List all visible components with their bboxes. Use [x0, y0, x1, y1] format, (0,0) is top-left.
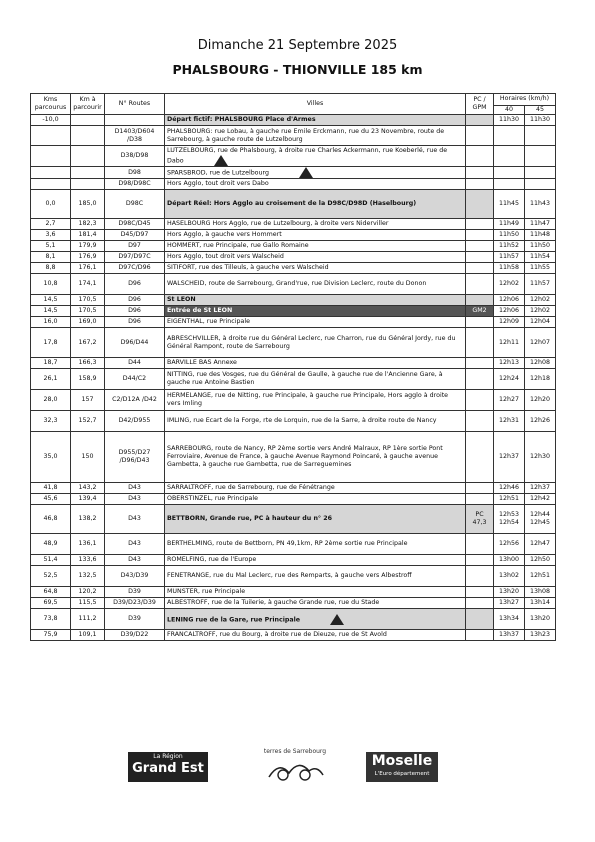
cell-villes: EIGENTHAL, rue Principale [165, 317, 466, 328]
table-row [31, 274, 556, 295]
cell-km-a-parcourir: 133,6 [71, 555, 105, 566]
table-body [31, 115, 556, 641]
cell-time-40: 12h02 [494, 274, 525, 295]
cell-pc-gpm [466, 598, 494, 609]
cell-routes: D98 [105, 167, 165, 179]
cell-kms-parcourus: 14,5 [31, 306, 71, 317]
cell-time-45: 11h48 [525, 230, 556, 241]
cell-time-45: 11h43 [525, 190, 556, 219]
cell-time-45: 11h55 [525, 263, 556, 274]
cell-time-45: 13h20 [525, 609, 556, 630]
cell-pc-gpm [466, 295, 494, 306]
moselle-logo: Moselle L'Euro département [366, 752, 438, 782]
cell-kms-parcourus: 32,3 [31, 411, 71, 432]
cell-routes: D45/D97 [105, 230, 165, 241]
cell-kms-parcourus: 14,5 [31, 295, 71, 306]
cell-routes: D955/D27 /D96/D43 [105, 432, 165, 483]
cell-km-a-parcourir [71, 126, 105, 146]
table-row [31, 241, 556, 252]
cell-routes: D98/D98C [105, 179, 165, 190]
cell-time-40: 12h53 12h54 [494, 505, 525, 534]
cell-time-40: 12h46 [494, 483, 525, 494]
cell-villes: MUNSTER, rue Principale [165, 587, 466, 598]
cell-km-a-parcourir: 136,1 [71, 534, 105, 555]
cell-villes: LENING rue de la Gare, rue Principale [165, 609, 466, 630]
cell-villes: PHALSBOURG: rue Lobau, à gauche rue Emile Erckmann, rue du 23 Novembre, route de Sarrebourg, à gauche route de Lutzelbourg [165, 126, 466, 146]
table-row [31, 609, 556, 630]
col-routes: N° Routes [105, 94, 165, 115]
cell-km-a-parcourir: 152,7 [71, 411, 105, 432]
cell-pc-gpm [466, 241, 494, 252]
table-row [31, 483, 556, 494]
cell-pc-gpm [466, 566, 494, 587]
cell-pc-gpm [466, 179, 494, 190]
cell-km-a-parcourir: 143,2 [71, 483, 105, 494]
cell-villes: SPARSBROD, rue de Lutzelbourg [165, 167, 466, 179]
cell-routes: D97 [105, 241, 165, 252]
cell-time-45: 12h30 [525, 432, 556, 483]
cell-routes: D96/D44 [105, 328, 165, 358]
cell-pc-gpm [466, 609, 494, 630]
cell-pc-gpm [466, 390, 494, 411]
cell-routes: D38/D98 [105, 146, 165, 167]
cell-km-a-parcourir: 132,5 [71, 566, 105, 587]
cell-time-40 [494, 167, 525, 179]
cell-time-40: 11h30 [494, 115, 525, 126]
cell-time-40: 12h06 [494, 306, 525, 317]
cell-time-45: 12h50 [525, 555, 556, 566]
cell-kms-parcourus: 69,5 [31, 598, 71, 609]
cell-kms-parcourus [31, 126, 71, 146]
cell-kms-parcourus: 8,8 [31, 263, 71, 274]
cell-routes: D43 [105, 483, 165, 494]
cell-kms-parcourus: 17,8 [31, 328, 71, 358]
cell-time-45: 11h50 [525, 241, 556, 252]
cell-pc-gpm [466, 483, 494, 494]
table-row [31, 587, 556, 598]
cell-villes: BERTHELMING, route de Bettborn, PN 49,1km, RP 2ème sortie rue Principale [165, 534, 466, 555]
warning-icon [330, 614, 344, 625]
cell-time-40 [494, 146, 525, 167]
cell-villes: SARREBOURG, route de Nancy, RP 2ème sortie vers André Malraux, RP 1ère sortie Pont Ferroviaire, Avenue de France, à gauche Avenue Raymond Poincaré, à gauche avenue Gambetta, à gauche rue Gambetta, rue de Sarreguemines [165, 432, 466, 483]
cell-villes: ABRESCHVILLER, à droite rue du Général Leclerc, rue Charron, rue du Général Jordy, rue du Général Rampont, route de Sarrebourg [165, 328, 466, 358]
cell-km-a-parcourir: 157 [71, 390, 105, 411]
cell-routes: D43 [105, 534, 165, 555]
page-route-title: PHALSBOURG - THIONVILLE 185 km [172, 62, 423, 77]
cell-time-40: 12h11 [494, 328, 525, 358]
cell-villes: FENETRANGE, rue du Mal Leclerc, rue des Remparts, à gauche vers Albestroff [165, 566, 466, 587]
cell-time-45: 11h57 [525, 274, 556, 295]
cell-km-a-parcourir: 185,0 [71, 190, 105, 219]
table-row [31, 317, 556, 328]
table-row [31, 494, 556, 505]
table-row [31, 126, 556, 146]
cell-routes: D39 [105, 609, 165, 630]
cell-pc-gpm [466, 317, 494, 328]
cell-kms-parcourus: 75,9 [31, 630, 71, 641]
cell-time-40: 12h56 [494, 534, 525, 555]
table-row [31, 115, 556, 126]
cell-km-a-parcourir: 170,5 [71, 306, 105, 317]
table-row [31, 190, 556, 219]
cell-time-45: 12h44 12h45 [525, 505, 556, 534]
cell-pc-gpm [466, 167, 494, 179]
cell-km-a-parcourir: 181,4 [71, 230, 105, 241]
table-header-row [31, 94, 556, 106]
cell-kms-parcourus: 2,7 [31, 219, 71, 230]
table-row [31, 219, 556, 230]
cell-villes: Entrée de St LEON [165, 306, 466, 317]
page-date: Dimanche 21 Septembre 2025 [197, 38, 398, 53]
cell-kms-parcourus: 0,0 [31, 190, 71, 219]
cell-km-a-parcourir: 179,9 [71, 241, 105, 252]
cell-time-40: 11h58 [494, 263, 525, 274]
cell-kms-parcourus: 45,6 [31, 494, 71, 505]
cell-routes: D98C/D45 [105, 219, 165, 230]
cell-kms-parcourus: 26,1 [31, 369, 71, 390]
cell-villes: Hors Agglo, à gauche vers Hommert [165, 230, 466, 241]
cell-km-a-parcourir: 138,2 [71, 505, 105, 534]
cell-villes: OBERSTINZEL, rue Principale [165, 494, 466, 505]
table-row [31, 432, 556, 483]
table-row [31, 328, 556, 358]
cell-villes: WALSCHEID, route de Sarrebourg, Grand'rue, rue Division Leclerc, route du Donon [165, 274, 466, 295]
table-row [31, 358, 556, 369]
cell-routes: D44 [105, 358, 165, 369]
cell-time-40: 11h57 [494, 252, 525, 263]
cell-time-45: 12h08 [525, 358, 556, 369]
cell-time-45: 13h08 [525, 587, 556, 598]
cell-pc-gpm [466, 219, 494, 230]
cell-routes: C2/D12A /D42 [105, 390, 165, 411]
sarrebourg-logo: terres de Sarrebourg [262, 748, 328, 784]
col-horaires: Horaires (km/h) [494, 94, 556, 106]
cell-km-a-parcourir: 115,5 [71, 598, 105, 609]
cell-km-a-parcourir: 167,2 [71, 328, 105, 358]
table-row [31, 306, 556, 317]
cell-time-40 [494, 126, 525, 146]
cell-pc-gpm [466, 630, 494, 641]
col-speed-40: 40 [494, 105, 525, 114]
cell-pc-gpm [466, 252, 494, 263]
cell-time-45: 12h47 [525, 534, 556, 555]
table-row [31, 630, 556, 641]
landscape-icon [265, 755, 325, 783]
cell-time-40: 11h45 [494, 190, 525, 219]
route-table [30, 93, 556, 641]
table-row [31, 179, 556, 190]
cell-pc-gpm [466, 555, 494, 566]
cell-km-a-parcourir: 169,0 [71, 317, 105, 328]
cell-time-45: 12h18 [525, 369, 556, 390]
cell-kms-parcourus: 5,1 [31, 241, 71, 252]
cell-kms-parcourus: 64,8 [31, 587, 71, 598]
cell-villes: Départ Réel: Hors Agglo au croisement de la D98C/D98D (Haselbourg) [165, 190, 466, 219]
table-row [31, 566, 556, 587]
cell-kms-parcourus: 46,8 [31, 505, 71, 534]
cell-routes: D39 [105, 587, 165, 598]
col-speed-45: 45 [525, 105, 556, 114]
cell-kms-parcourus: 16,0 [31, 317, 71, 328]
cell-pc-gpm [466, 146, 494, 167]
cell-pc-gpm [466, 115, 494, 126]
cell-villes: Départ fictif: PHALSBOURG Place d'Armes [165, 115, 466, 126]
cell-km-a-parcourir: 174,1 [71, 274, 105, 295]
cell-villes: HERMELANGE, rue de Nitting, rue Principale, à gauche rue Principale, Hors agglo à droite vers Imling [165, 390, 466, 411]
cell-time-40: 12h24 [494, 369, 525, 390]
cell-km-a-parcourir: 182,3 [71, 219, 105, 230]
cell-time-45: 12h02 [525, 295, 556, 306]
cell-time-45: 12h26 [525, 411, 556, 432]
cell-routes: D97C/D96 [105, 263, 165, 274]
cell-km-a-parcourir: 139,4 [71, 494, 105, 505]
cell-pc-gpm [466, 230, 494, 241]
cell-villes: Hors Agglo, tout droit vers Walscheid [165, 252, 466, 263]
cell-km-a-parcourir: 166,3 [71, 358, 105, 369]
cell-villes: SITIFORT, rue des Tilleuls, à gauche vers Walscheid [165, 263, 466, 274]
cell-time-40: 11h49 [494, 219, 525, 230]
table-row [31, 369, 556, 390]
cell-km-a-parcourir: 111,2 [71, 609, 105, 630]
cell-kms-parcourus [31, 146, 71, 167]
cell-time-40: 13h34 [494, 609, 525, 630]
cell-time-45 [525, 146, 556, 167]
table-row [31, 555, 556, 566]
cell-km-a-parcourir [71, 146, 105, 167]
cell-pc-gpm [466, 263, 494, 274]
cell-pc-gpm: PC 47,3 [466, 505, 494, 534]
cell-kms-parcourus: 35,0 [31, 432, 71, 483]
col-kms-parcourus: Kms parcourus [31, 94, 71, 115]
cell-pc-gpm [466, 534, 494, 555]
cell-km-a-parcourir: 150 [71, 432, 105, 483]
cell-routes: D96 [105, 295, 165, 306]
cell-time-45: 11h47 [525, 219, 556, 230]
cell-time-45: 12h02 [525, 306, 556, 317]
cell-km-a-parcourir: 176,1 [71, 263, 105, 274]
cell-km-a-parcourir [71, 179, 105, 190]
cell-routes: D97/D97C [105, 252, 165, 263]
table-row [31, 534, 556, 555]
cell-kms-parcourus [31, 179, 71, 190]
cell-time-45: 12h37 [525, 483, 556, 494]
cell-routes: D96 [105, 274, 165, 295]
cell-time-45: 13h23 [525, 630, 556, 641]
cell-villes: Hors Agglo, tout droit vers Dabo [165, 179, 466, 190]
col-pc-gpm: PC / GPM [466, 94, 494, 115]
cell-time-40: 11h50 [494, 230, 525, 241]
cell-villes: FRANCALTROFF, rue du Bourg, à droite rue de Dieuze, rue de St Avold [165, 630, 466, 641]
cell-kms-parcourus: 18,7 [31, 358, 71, 369]
cell-time-40: 12h37 [494, 432, 525, 483]
cell-time-45 [525, 167, 556, 179]
cell-kms-parcourus: 41,8 [31, 483, 71, 494]
table-row [31, 263, 556, 274]
cell-villes: SARRALTROFF, rue de Sarrebourg, rue de Fénétrange [165, 483, 466, 494]
cell-kms-parcourus: -10,0 [31, 115, 71, 126]
cell-km-a-parcourir: 109,1 [71, 630, 105, 641]
cell-kms-parcourus: 73,8 [31, 609, 71, 630]
cell-time-40: 13h37 [494, 630, 525, 641]
cell-pc-gpm: GM2 [466, 306, 494, 317]
cell-pc-gpm [466, 432, 494, 483]
col-villes: Villes [165, 94, 466, 115]
cell-pc-gpm [466, 369, 494, 390]
cell-routes: D96 [105, 317, 165, 328]
cell-time-45: 12h42 [525, 494, 556, 505]
cell-kms-parcourus: 28,0 [31, 390, 71, 411]
cell-time-45: 11h30 [525, 115, 556, 126]
cell-kms-parcourus: 51,4 [31, 555, 71, 566]
cell-villes: ALBESTROFF, rue de la Tuilerie, à gauche Grande rue, rue du Stade [165, 598, 466, 609]
cell-km-a-parcourir [71, 115, 105, 126]
cell-kms-parcourus: 48,9 [31, 534, 71, 555]
col-km-a-parcourir: Km à parcourir [71, 94, 105, 115]
cell-pc-gpm [466, 494, 494, 505]
cell-time-45: 11h54 [525, 252, 556, 263]
cell-pc-gpm [466, 274, 494, 295]
cell-villes: St LEON [165, 295, 466, 306]
cell-villes: BETTBORN, Grande rue, PC à hauteur du n° 26 [165, 505, 466, 534]
cell-kms-parcourus: 52,5 [31, 566, 71, 587]
table-row [31, 295, 556, 306]
cell-time-40: 12h27 [494, 390, 525, 411]
cell-kms-parcourus: 3,6 [31, 230, 71, 241]
cell-km-a-parcourir: 176,9 [71, 252, 105, 263]
table-row [31, 505, 556, 534]
cell-time-45: 12h07 [525, 328, 556, 358]
cell-villes: HASELBOURG Hors Agglo, rue de Lutzelbourg, à droite vers Niderviller [165, 219, 466, 230]
cell-time-40: 11h52 [494, 241, 525, 252]
cell-km-a-parcourir [71, 167, 105, 179]
cell-km-a-parcourir: 170,5 [71, 295, 105, 306]
cell-routes: D39/D23/D39 [105, 598, 165, 609]
cell-time-40: 13h02 [494, 566, 525, 587]
cell-routes: D43 [105, 555, 165, 566]
cell-routes: D44/C2 [105, 369, 165, 390]
cell-time-40 [494, 179, 525, 190]
cell-km-a-parcourir: 158,9 [71, 369, 105, 390]
cell-kms-parcourus: 10,8 [31, 274, 71, 295]
cell-villes: ROMELFING, rue de l'Europe [165, 555, 466, 566]
cell-time-45: 12h20 [525, 390, 556, 411]
cell-pc-gpm [466, 126, 494, 146]
cell-time-40: 13h00 [494, 555, 525, 566]
cell-pc-gpm [466, 587, 494, 598]
cell-time-40: 12h31 [494, 411, 525, 432]
table-row [31, 252, 556, 263]
cell-kms-parcourus: 8,1 [31, 252, 71, 263]
cell-time-45 [525, 179, 556, 190]
footer-logos [0, 748, 595, 788]
table-row [31, 411, 556, 432]
table-row [31, 390, 556, 411]
cell-routes [105, 115, 165, 126]
cell-routes: D43 [105, 505, 165, 534]
cell-routes: D43/D39 [105, 566, 165, 587]
cell-routes: D42/D955 [105, 411, 165, 432]
cell-routes: D43 [105, 494, 165, 505]
cell-routes: D1403/D604 /D38 [105, 126, 165, 146]
cell-time-45: 12h51 [525, 566, 556, 587]
cell-routes: D98C [105, 190, 165, 219]
cell-villes: HOMMERT, rue Principale, rue Gallo Romaine [165, 241, 466, 252]
cell-km-a-parcourir: 120,2 [71, 587, 105, 598]
cell-pc-gpm [466, 328, 494, 358]
cell-kms-parcourus [31, 167, 71, 179]
cell-time-45: 13h14 [525, 598, 556, 609]
cell-time-40: 12h06 [494, 295, 525, 306]
table-row [31, 167, 556, 179]
table-row [31, 146, 556, 167]
table-row [31, 230, 556, 241]
warning-icon [299, 167, 313, 178]
warning-icon [214, 155, 228, 166]
cell-time-40: 12h09 [494, 317, 525, 328]
cell-routes: D96 [105, 306, 165, 317]
cell-routes: D39/D22 [105, 630, 165, 641]
cell-time-40: 13h27 [494, 598, 525, 609]
table-row [31, 598, 556, 609]
cell-pc-gpm [466, 411, 494, 432]
cell-villes: IMLING, rue Ecart de la Forge, rte de Lorquin, rue de la Sarre, à droite route de Nancy [165, 411, 466, 432]
cell-time-40: 12h13 [494, 358, 525, 369]
cell-villes: BARVILLE BAS Annexe [165, 358, 466, 369]
cell-villes: NITTING, rue des Vosges, rue du Général de Gaulle, à gauche rue de l'Ancienne Gare, à gauche rue Antoine Bastien [165, 369, 466, 390]
cell-time-45 [525, 126, 556, 146]
cell-pc-gpm [466, 190, 494, 219]
cell-time-45: 12h04 [525, 317, 556, 328]
cell-time-40: 13h20 [494, 587, 525, 598]
grand-est-logo: La Région Grand Est [128, 752, 208, 782]
cell-pc-gpm [466, 358, 494, 369]
cell-time-40: 12h51 [494, 494, 525, 505]
cell-villes: LUTZELBOURG, rue de Phalsbourg, à droite rue Charles Ackermann, rue Koeberlé, rue de Dabo [165, 146, 466, 167]
